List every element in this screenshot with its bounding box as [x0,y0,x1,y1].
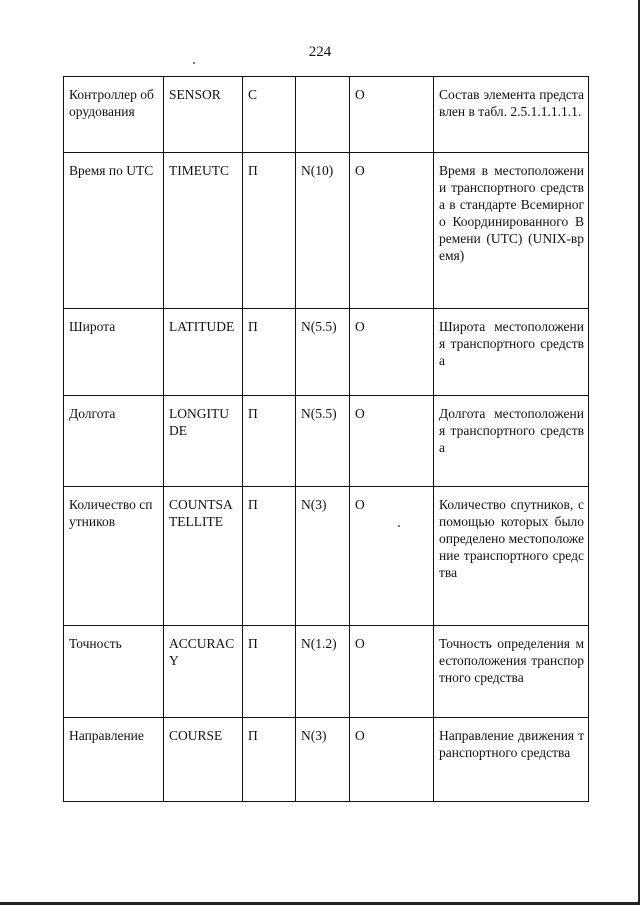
element-format-cell: N(3) [296,487,350,626]
element-name-cell: Направление [64,718,164,802]
data-element-table [63,76,589,802]
element-description-cell: Количество спутников, с помощью которых было определено местоположение транспортного средства [434,487,589,626]
element-code-cell: LONGITUDE [164,396,243,487]
element-format-cell [296,77,350,153]
element-code-cell: TIMEUTC [164,153,243,309]
element-name-cell: Точность [64,626,164,718]
element-required-cell: О [350,309,434,396]
element-code-cell: SENSOR [164,77,243,153]
table-row [64,153,589,309]
element-code-cell: ACCURACY [164,626,243,718]
element-kind-cell: П [243,626,296,718]
element-required-cell: О [350,153,434,309]
element-name-cell: Долгота [64,396,164,487]
element-format-cell: N(5.5) [296,396,350,487]
element-description-cell: Состав элемента представлен в табл. 2.5.1.1.1.1.1. [434,77,589,153]
element-code-cell: COURSE [164,718,243,802]
element-name-cell: Контроллер оборудования [64,77,164,153]
element-format-cell: N(5.5) [296,309,350,396]
element-required-cell: О [350,718,434,802]
table-row [64,626,589,718]
element-kind-cell: П [243,153,296,309]
table-row [64,718,589,802]
element-description-cell: Направление движения транспортного средства [434,718,589,802]
element-code-cell: COUNTSATELLITE [164,487,243,626]
element-kind-cell: П [243,487,296,626]
element-required-cell: О [350,626,434,718]
element-name-cell: Время по UTC [64,153,164,309]
element-required-cell: О [350,77,434,153]
element-format-cell: N(3) [296,718,350,802]
element-kind-cell: П [243,718,296,802]
element-kind-cell: С [243,77,296,153]
element-description-cell: Долгота местоположения транспортного средства [434,396,589,487]
element-description-cell: Время в местоположении транспортного средства в стандарте Всемирного Координированного Времени (UTC) (UNIX-время) [434,153,589,309]
element-required-cell: О [350,487,434,626]
element-name-cell: Широта [64,309,164,396]
element-kind-cell: П [243,396,296,487]
scan-speck [193,62,195,64]
table-row [64,487,589,626]
page-number: 224 [308,44,332,60]
table-row [64,77,589,153]
element-format-cell: N(1.2) [296,626,350,718]
element-kind-cell: П [243,309,296,396]
table-row [64,309,589,396]
table-row [64,396,589,487]
element-name-cell: Количество спутников [64,487,164,626]
element-code-cell: LATITUDE [164,309,243,396]
element-format-cell: N(10) [296,153,350,309]
element-description-cell: Широта местоположения транспортного средства [434,309,589,396]
element-description-cell: Точность определения местоположения транспортного средства [434,626,589,718]
element-required-cell: О [350,396,434,487]
